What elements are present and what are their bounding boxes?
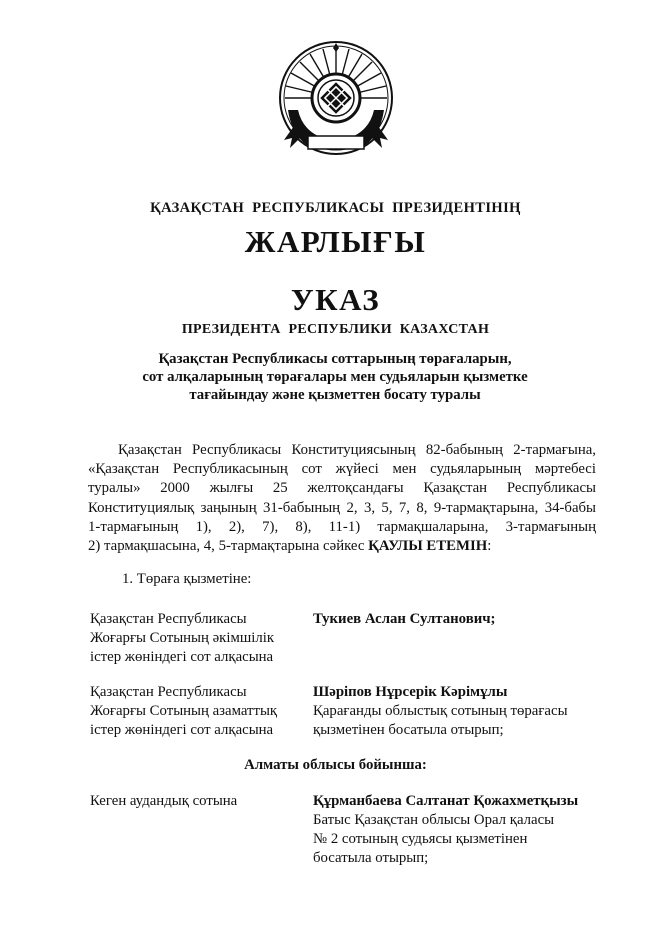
position-line: Жоғарғы Сотының азаматтық	[90, 703, 278, 719]
decree-subject	[100, 350, 570, 404]
appointee-detail: босатыла отырып;	[313, 850, 429, 866]
appointee-name: Тукиев Аслан Султанович;	[313, 611, 496, 627]
subject-line: сот алқаларының төрағалары мен судьяларын қызметке	[142, 369, 528, 385]
position-line: Қазақстан Республикасы	[90, 611, 247, 627]
appointment-person	[313, 610, 613, 629]
preamble-line: туралы» 2000 жылғы 25 желтоқсандағы Қазақстан Республикасы	[88, 480, 596, 497]
preamble	[88, 441, 596, 556]
preamble-line: Конституциялық заңының 31-бабының 2, 3, 5, 7, 8, 9-тармақтарына, 34-бабы	[88, 499, 596, 516]
decree-title-russian: УКАЗ	[290, 282, 381, 317]
appointment-position	[90, 683, 305, 740]
appointee-detail: қызметінен босатыла отырып;	[313, 722, 504, 738]
appointee-name: Құрманбаева Салтанат Қожахметқызы	[313, 793, 579, 809]
region-heading: Алматы облысы бойынша:	[244, 757, 427, 773]
position-line: істер жөніндегі сот алқасына	[90, 649, 274, 665]
decree-colon: :	[487, 538, 492, 555]
appointment-position	[90, 792, 305, 811]
appointee-detail: Батыс Қазақстан облысы Орал қаласы	[313, 812, 555, 828]
decree-phrase: ҚАУЛЫ ЕТЕМІН	[368, 538, 488, 555]
position-line: Қазақстан Республикасы	[90, 684, 247, 700]
appointment-person	[313, 683, 613, 740]
appointee-detail: № 2 сотының судьясы қызметінен	[313, 831, 528, 847]
item-1-heading: 1. Төраға қызметіне:	[122, 571, 252, 587]
appointee-name: Шәріпов Нұрсерік Кәрімұлы	[313, 684, 508, 700]
preamble-line: «Қазақстан Республикасының сот жүйесі мен судьяларының мәртебесі	[88, 461, 596, 478]
preamble-line: Қазақстан Республикасы Конституциясының 82-бабының 2-тармағына,	[118, 442, 596, 458]
issuer-kazakh: ҚАЗАҚСТАН РЕСПУБЛИКАСЫ ПРЕЗИДЕНТІНІҢ	[150, 200, 521, 216]
decree-title-kazakh: ЖАРЛЫҒЫ	[244, 224, 427, 259]
preamble-text: 2) тармақшасына, 4, 5-тармақтарына сәйкес	[88, 538, 365, 555]
appointee-detail: Қарағанды облыстық сотының төрағасы	[313, 703, 568, 719]
issuer-russian: ПРЕЗИДЕНТА РЕСПУБЛИКИ КАЗАХСТАН	[181, 322, 490, 337]
appointment-person	[313, 792, 613, 868]
position-line: Кеген аудандық сотына	[90, 793, 238, 809]
position-line: Жоғарғы Сотының әкімшілік	[90, 630, 275, 646]
appointment-position	[90, 610, 305, 667]
subject-line: тағайындау және қызметтен босату туралы	[189, 387, 481, 403]
preamble-line: 1-тармағының 1), 2), 7), 8), 11-1) тармақшаларына, 3-тармағының	[88, 518, 596, 535]
preamble-last-line	[88, 537, 596, 556]
state-emblem	[278, 40, 394, 160]
position-line: істер жөніндегі сот алқасына	[90, 722, 274, 738]
subject-line: Қазақстан Республикасы соттарының төрағаларын,	[158, 351, 512, 367]
